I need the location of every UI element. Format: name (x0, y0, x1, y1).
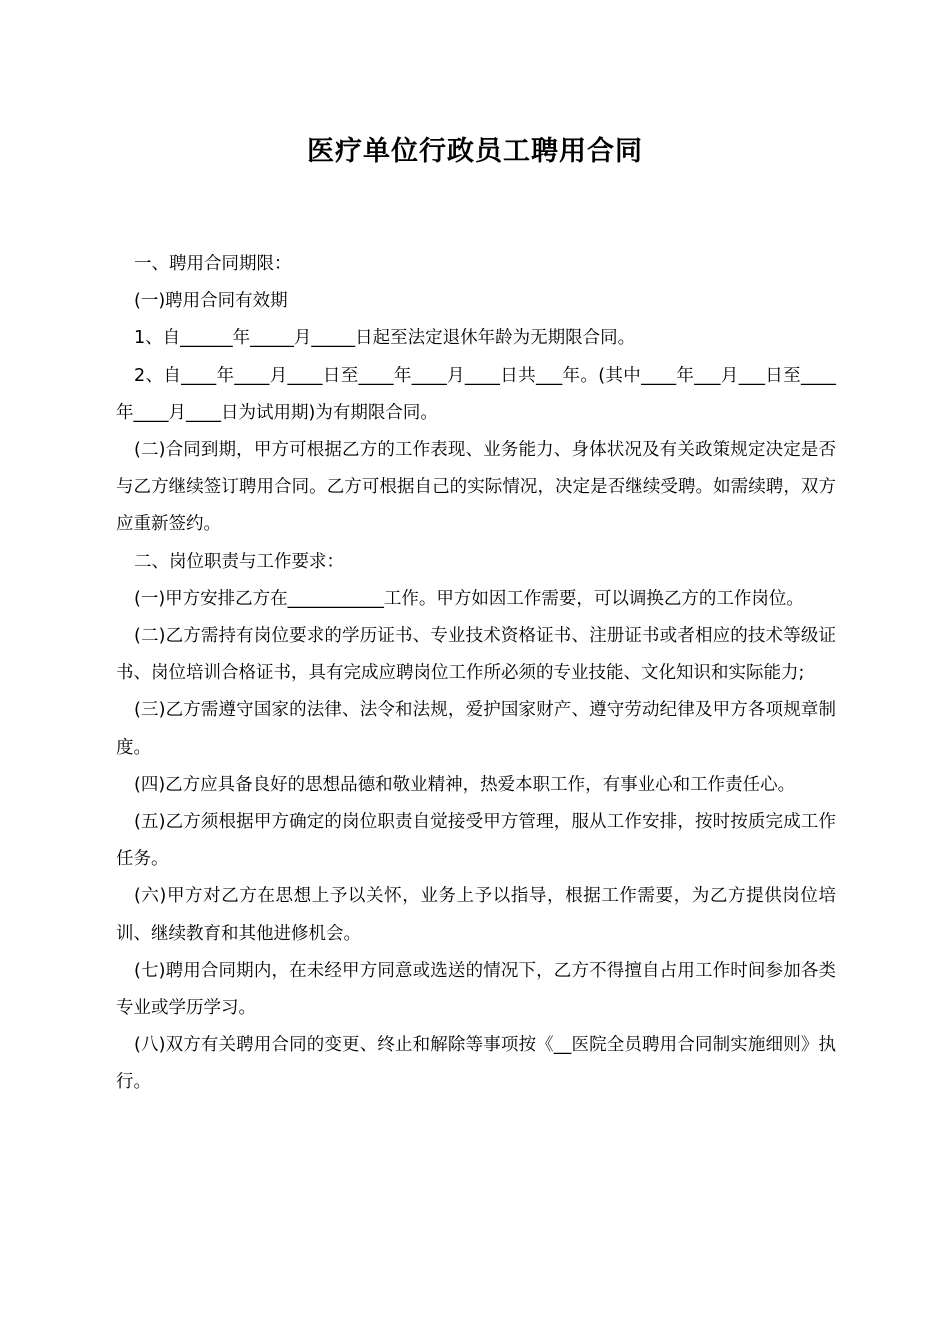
document-title: 医疗单位行政员工聘用合同 (307, 136, 643, 167)
subsection-validity: (一)聘用合同有效期 (134, 291, 288, 312)
clause-indefinite-term: 1、自______年_____月_____日起至法定退休年龄为无期限合同。 (134, 328, 636, 349)
clause-renewal: (二)合同到期，甲方可根据乙方的工作表现、业务能力、身体状况及有关政策规定决定是否与乙方继续签订聘用合同。乙方可根据自己的实际情况，决定是否继续受聘。如需续聘，双方应重新签约。 (116, 440, 836, 535)
section-heading-duties: 二、岗位职责与工作要求： (134, 551, 344, 572)
clause-study-restriction: (七)聘用合同期内，在未经甲方同意或选送的情况下，乙方不得擅自占用工作时间参加各类专业或学历学习。 (116, 960, 836, 1019)
section-heading-term: 一、聘用合同期限： (134, 254, 292, 274)
clause-training: (六)甲方对乙方在思想上予以关怀，业务上予以指导，根据工作需要，为乙方提供岗位培训、继续教育和其他进修机会。 (116, 886, 836, 944)
clause-law-compliance: (三)乙方需遵守国家的法律、法令和法规，爱护国家财产、遵守劳动纪律及甲方各项规章制度。 (116, 700, 836, 758)
clause-ethics: (四)乙方应具备良好的思想品德和敬业精神，热爱本职工作，有事业心和工作责任心。 (134, 774, 796, 795)
clause-fixed-term: 2、自____年____月____日至____年____月____日共___年。(其中____年___月___日至____年____月____日为试用期)为有期限合同。 (116, 365, 836, 423)
clause-job-assignment: (一)甲方安排乙方在___________工作。甲方如因工作需要，可以调换乙方的工作岗位。 (134, 588, 804, 609)
clause-contract-changes: (八)双方有关聘用合同的变更、终止和解除等事项按《__医院全员聘用合同制实施细则》执行。 (116, 1035, 836, 1093)
clause-certificates: (二)乙方需持有岗位要求的学历证书、专业技术资格证书、注册证书或者相应的技术等级证书、岗位培训合格证书，具有完成应聘岗位工作所必须的专业技能、文化知识和实际能力; (116, 626, 836, 684)
document-body (116, 246, 836, 1102)
clause-management: (五)乙方须根据甲方确定的岗位职责自觉接受甲方管理，服从工作安排，按时按质完成工作任务。 (116, 812, 836, 870)
